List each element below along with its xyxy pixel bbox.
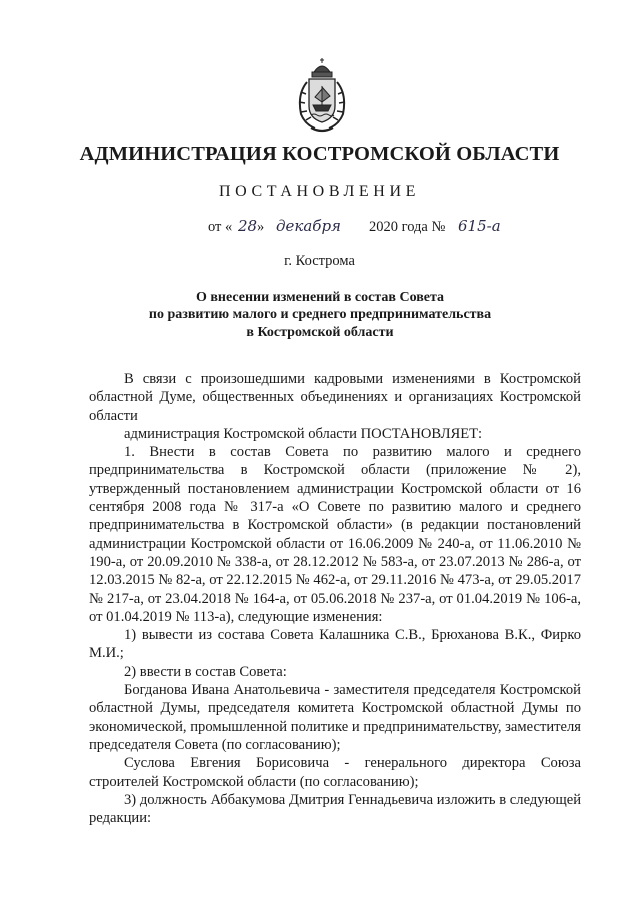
document-subject xyxy=(120,289,520,341)
document-number-handwritten: 615-а xyxy=(458,217,501,235)
paragraph: 1) вывести из состава Совета Калашника С.В., Брюханова В.К., Фирко М.И.; xyxy=(89,627,581,662)
city: г. Кострома xyxy=(284,253,355,269)
paragraph: Суслова Евгения Борисовича - генерального директора Союза строителей Костромской области (по согласованию); xyxy=(89,755,581,790)
document-body xyxy=(89,370,581,827)
paragraph: 3) должность Аббакумова Дмитрия Геннадьевича изложить в следующей редакции: xyxy=(89,791,581,827)
paragraph: В связи с произошедшими кадровыми изменениями в Костромской областной Думе, общественных объединениях и организациях Костромской области xyxy=(89,371,581,424)
date-month-handwritten: декабря xyxy=(276,217,341,235)
paragraph: администрация Костромской области ПОСТАНОВЛЯЕТ: xyxy=(124,425,483,442)
paragraph: 1. Внести в состав Совета по развитию малого и среднего предпринимательства в Костромской области (приложение № 2), утвержденный постановлением администрации Костромской области от 16 сентября 2008 года № 317-а «О Совете по развитию малого и среднего предпринимательства в Костромской области» (в редакции постановлений администрации Костромской области от 16.06.2009 № 240-а, от 11.06.2010 № 190-а, от 20.09.2010 № 338-а, от 28.12.2012 № 583-а, от 23.07.2013 № 286-а, от 12.03.2015 № 82-а, от 22.12.2015 № 462-а, от 29.11.2016 № 473-а, от 29.05.2017 № 217-а, от 23.04.2018 № 164-а, от 05.06.2018 № 237-а, от 01.04.2019 № 106-а, от 01.04.2019 № 113-а), следующие изменения: xyxy=(89,444,581,625)
date-prefix: от « xyxy=(208,219,233,235)
date-day-handwritten: 28 xyxy=(238,217,258,235)
paragraph: 2) ввести в состав Совета: xyxy=(124,663,287,680)
paragraph: Богданова Ивана Анатольевича - заместителя председателя Костромской областной Думы, председателя комитета Костромской областной Думы по экономической, промышленной политике и предпринимательству, заместителя председателя Совета (по согласованию); xyxy=(89,682,581,753)
document-type-heading: ПОСТАНОВЛЕНИЕ xyxy=(219,183,420,200)
date-quote-close: » xyxy=(257,219,265,235)
organization-title: АДМИНИСТРАЦИЯ КОСТРОМСКОЙ ОБЛАСТИ xyxy=(79,143,560,165)
subject-line: в Костромской области xyxy=(246,324,394,340)
subject-line: О внесении изменений в состав Совета xyxy=(195,290,445,305)
coat-of-arms-icon xyxy=(293,58,351,136)
date-year: 2020 года № xyxy=(369,219,446,235)
subject-line: по развитию малого и среднего предпринимательства xyxy=(148,307,492,323)
